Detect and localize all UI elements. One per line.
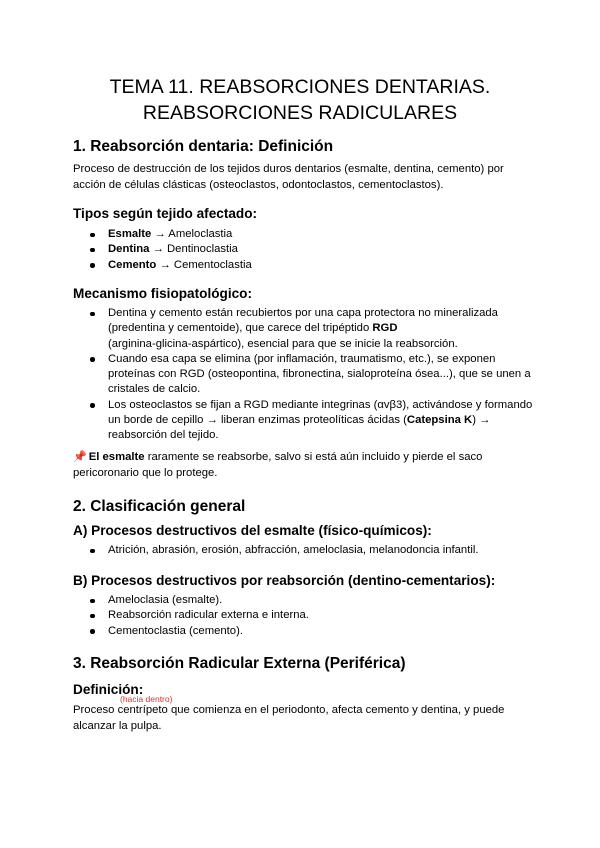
section-1-definition <box>73 161 533 193</box>
mecanismo-heading: Mecanismo fisiopatológico: <box>73 286 253 301</box>
section-2-heading: 2. Clasificación general <box>73 498 246 515</box>
section-1-heading: 1. Reabsorción dentaria: Definición <box>73 138 334 155</box>
list-item: Reabsorción radicular externa e interna. <box>73 608 533 623</box>
title-line-1: TEMA 11. REABSORCIONES DENTARIAS. <box>109 76 491 98</box>
handwritten-annotation: (hacia dentro) <box>120 694 173 704</box>
mecanismo-list <box>73 306 533 444</box>
section-2b-heading: B) Procesos destructivos por reabsorción (dentino-cementarios): <box>73 573 496 588</box>
list-item: Esmalte → Ameloclastia <box>73 227 533 242</box>
list-item: Cuando esa capa se elimina (por inflamación, traumatismo, etc.), se exponen proteínas con RGD (osteopontina, fibronectina, sialoproteína ósea...), que se unen a cristales de calcio. <box>73 352 533 398</box>
list-item: Atrición, abrasión, erosión, abfracción, ameloclasia, melanodoncia infantil. <box>73 543 533 558</box>
title-line-2: REABSORCIONES RADICULARES <box>142 102 458 124</box>
section-2a-list <box>73 543 533 558</box>
tipos-list <box>73 227 533 273</box>
esmalte-note: 📌 El esmalte raramente se reabsorbe, salvo si está aún incluido y pierde el saco pericoronario que lo protege. <box>73 451 483 479</box>
definition-line-2: acción de células clásticas (osteoclastos, odontoclastos, cementoclastos). <box>73 179 444 191</box>
list-item: Cemento → Cementoclastia <box>73 258 533 273</box>
section-3-heading: 3. Reabsorción Radicular Externa (Periférica) <box>73 655 406 672</box>
list-item: Dentina → Dentinoclastia <box>73 242 533 257</box>
section-2b-list <box>73 593 533 639</box>
section-2a-heading: A) Procesos destructivos del esmalte (físico-químicos): <box>73 523 432 538</box>
section-3-definition: Proceso centrípeto que comienza en el periodonto, afecta cemento y dentina, y puede alcanzar la pulpa. <box>73 704 505 732</box>
list-item: Cementoclastia (cemento). <box>73 624 533 639</box>
pushpin-icon: 📌 <box>73 451 87 463</box>
page-title <box>0 74 600 126</box>
list-item: Dentina y cemento están recubiertos por una capa protectora no mineralizada (predentina y cementoide), que carece del tripéptido RGD (arginina-glicina-aspártico), esencial para que se inicie la reabsorción. <box>73 306 533 352</box>
definicion-heading: Definición: <box>73 682 144 697</box>
list-item: Ameloclasia (esmalte). <box>73 593 533 608</box>
tipos-heading: Tipos según tejido afectado: <box>73 206 258 221</box>
definition-line-1: Proceso de destrucción de los tejidos duros dentarios (esmalte, dentina, cemento) por <box>73 163 504 175</box>
list-item: Los osteoclastos se fijan a RGD mediante integrinas (αvβ3), activándose y formando un borde de cepillo → liberan enzimas proteolíticas ácidas (Catepsina K) → reabsorción del tejido. <box>73 398 533 444</box>
